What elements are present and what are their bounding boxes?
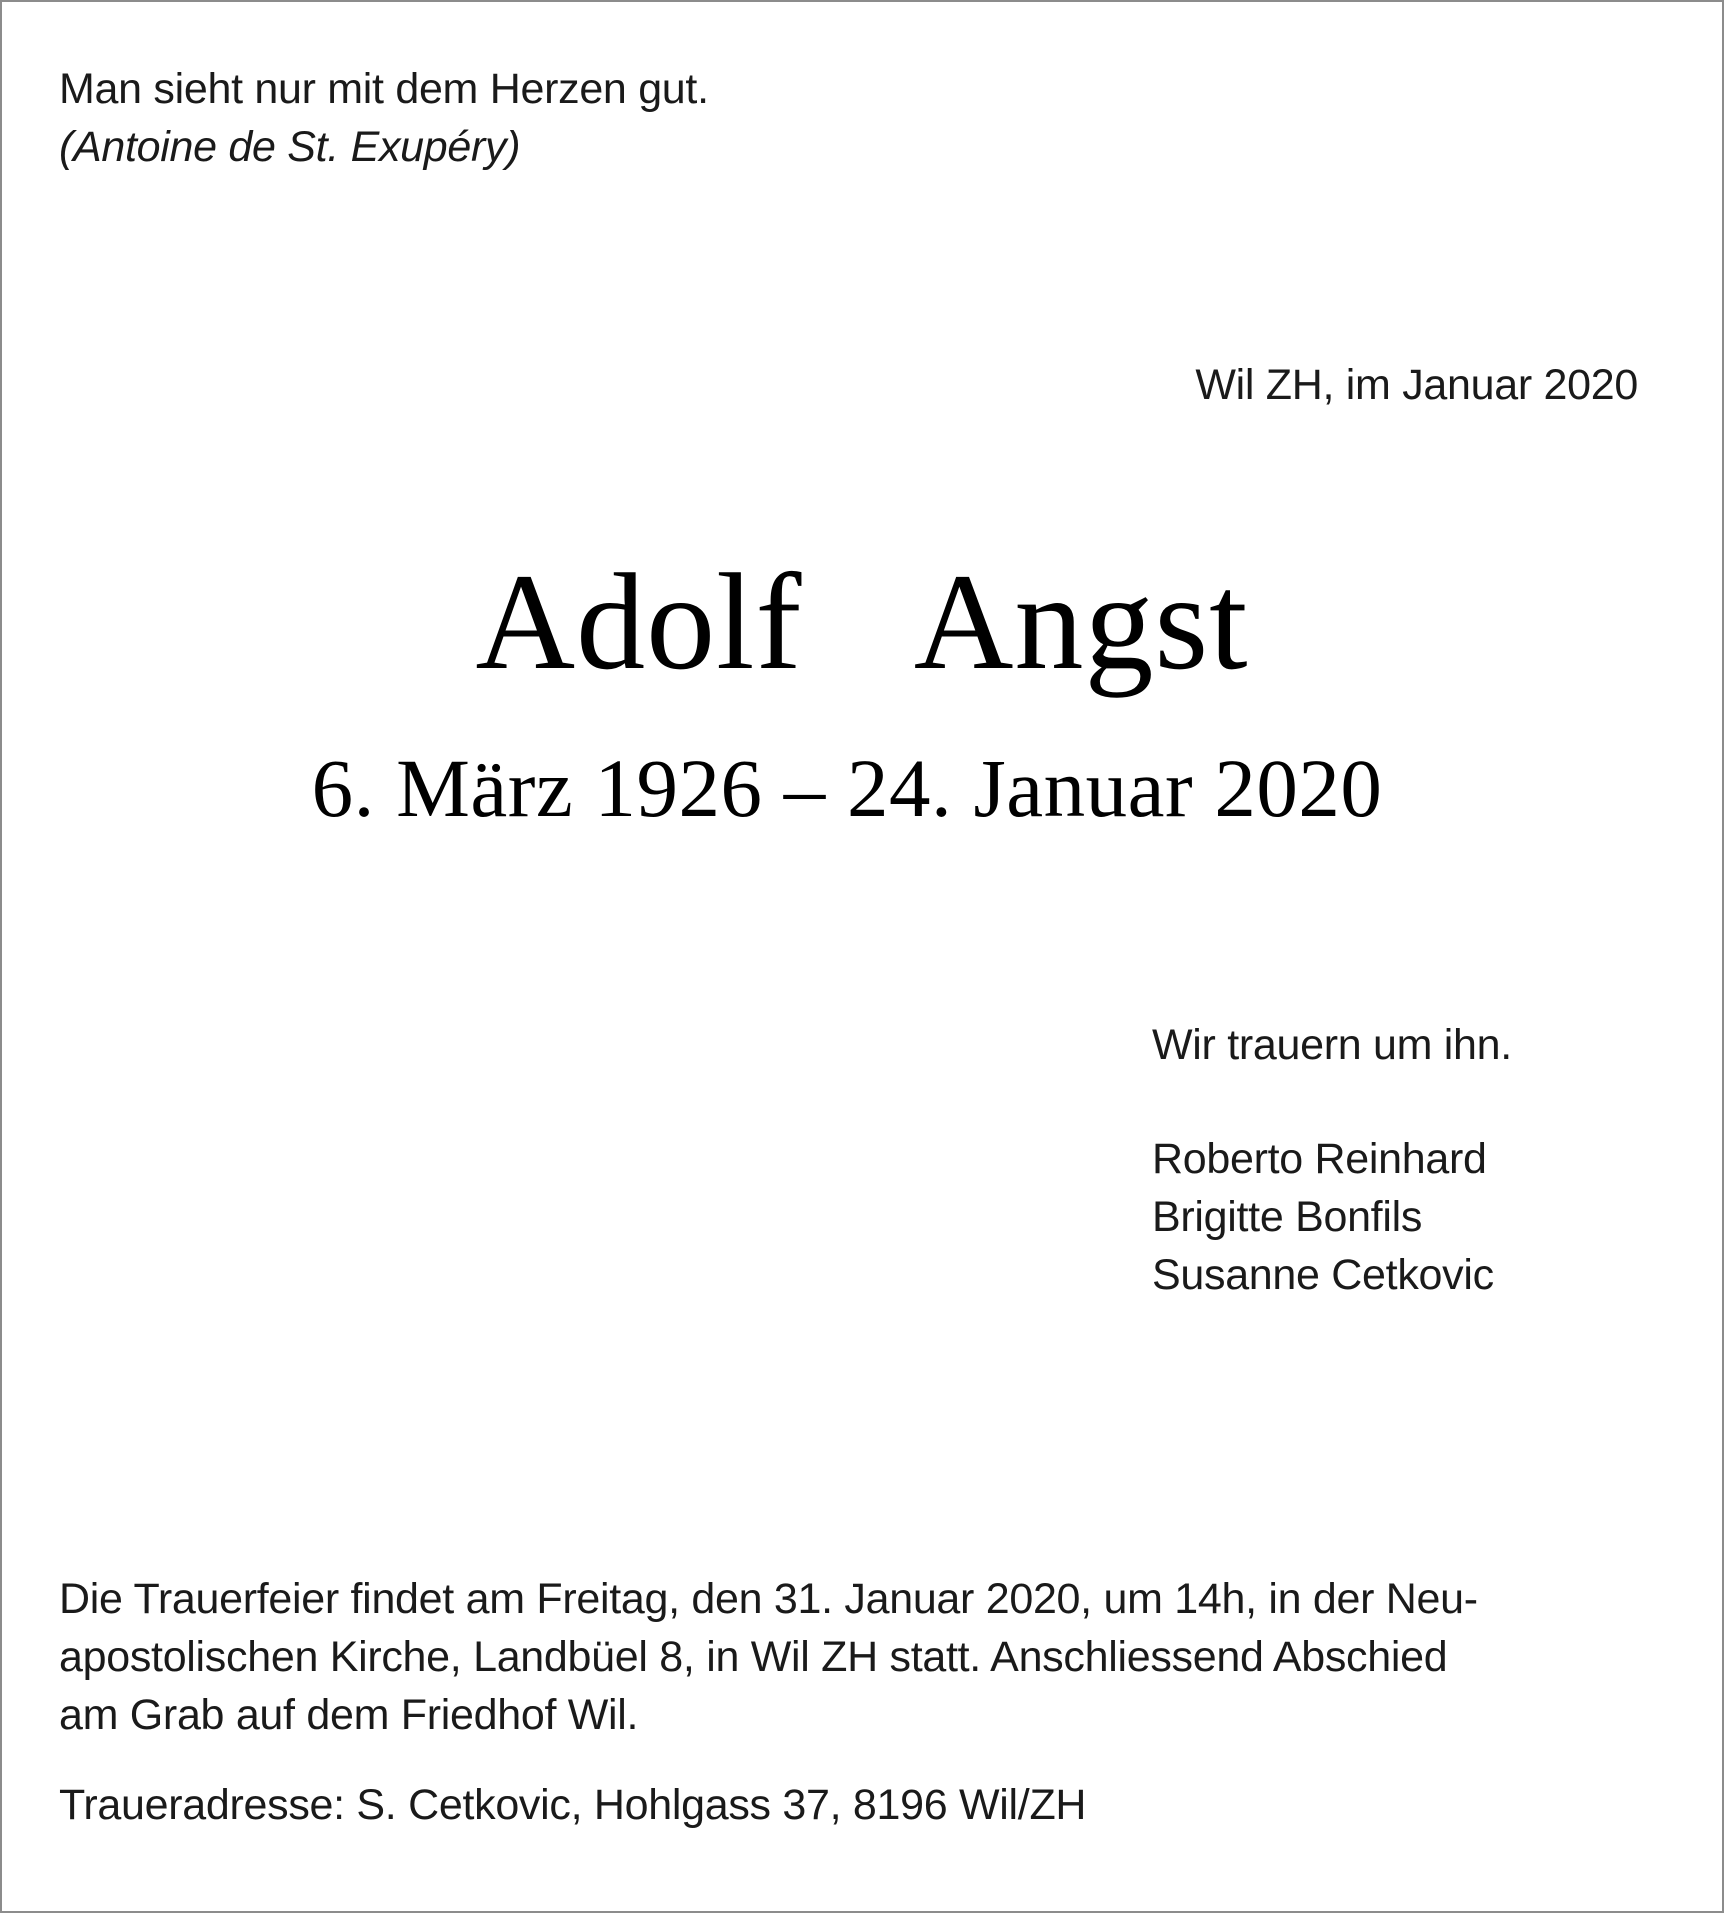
service-line: am Grab auf dem Friedhof Wil. — [59, 1691, 639, 1739]
spacer — [1152, 1074, 1512, 1130]
mourning-address: Traueradresse: S. Cetkovic, Hohlgass 37, 8196 Wil/ZH — [59, 1781, 1087, 1829]
mourner-name: Susanne Cetkovic — [1152, 1251, 1494, 1299]
place-date: Wil ZH, im Januar 2020 — [1195, 361, 1638, 409]
quote-block — [59, 60, 709, 176]
quote-text: Man sieht nur mit dem Herzen gut. — [59, 65, 709, 113]
deceased-name: Adolf Angst — [475, 545, 1249, 698]
mourner-name: Roberto Reinhard — [1152, 1135, 1487, 1183]
service-line: apostolischen Kirche, Landbüel 8, in Wil ZH statt. Anschliessend Abschied — [59, 1633, 1448, 1681]
life-dates: 6. März 1926 – 24. Januar 2020 — [311, 742, 1383, 834]
mourners-block — [1152, 1016, 1512, 1304]
quote-author: (Antoine de St. Exupéry) — [59, 123, 521, 171]
service-info — [59, 1570, 1659, 1744]
service-line: Die Trauerfeier findet am Freitag, den 31. Januar 2020, um 14h, in der Neu- — [59, 1575, 1478, 1623]
mourner-name: Brigitte Bonfils — [1152, 1193, 1423, 1241]
mourning-statement: Wir trauern um ihn. — [1152, 1021, 1512, 1069]
